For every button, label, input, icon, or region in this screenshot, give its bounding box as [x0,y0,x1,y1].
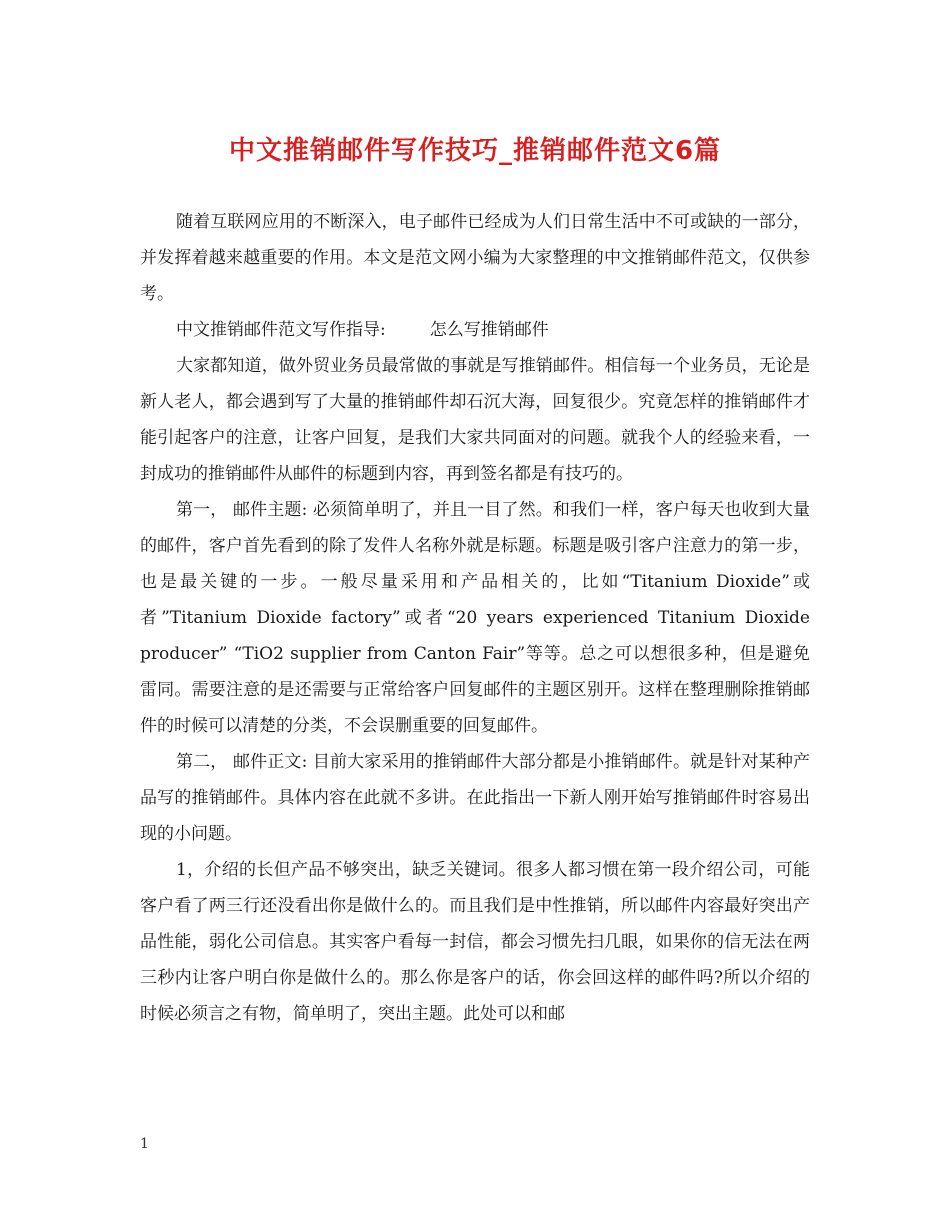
paragraph-2: 第一， 邮件主题: 必须简单明了，并且一目了然。和我们一样，客户每天也收到大量的邮件，客户首先看到的除了发件人名称外就是标题。标题是吸引客户注意力的第一步，也是最关键的一步。一般尽量采用和产品相关的，比如“Titanium Dioxide”或者”Titanium Dioxide factory”或者“20 years experienced Titanium Dioxide producer” “TiO2 supplier from Canton Fair”等等。总之可以想很多种，但是避免雷同。需要注意的是还需要与正常给客户回复邮件的主题区别开。这样在整理删除推销邮件的时候可以清楚的分类，不会误删重要的回复邮件。 [140,500,810,736]
paragraph-4: 1，介绍的长但产品不够突出，缺乏关键词。很多人都习惯在第一段介绍公司，可能客户看了两三行还没看出你是做什么的。而且我们是中性推销，所以邮件内容最好突出产品性能，弱化公司信息。其实客户看每一封信，都会习惯先扫几眼，如果你的信无法在两三秒内让客户明白你是做什么的。那么你是客户的话，你会回这样的邮件吗?所以介绍的时候必须言之有物，简单明了，突出主题。此处可以和邮 [140,860,810,1024]
guide-label: 中文推销邮件范文写作指导: [176,320,386,340]
paragraph-1: 大家都知道，做外贸业务员最常做的事就是写推销邮件。相信每一个业务员，无论是新人老人，都会遇到写了大量的推销邮件却石沉大海，回复很少。究竟怎样的推销邮件才能引起客户的注意，让客户回复，是我们大家共同面对的问题。就我个人的经验来看，一封成功的推销邮件从邮件的标题到内容，再到签名都是有技巧的。 [140,356,810,484]
guide-topic: 怎么写推销邮件 [429,320,549,340]
document-body [140,204,810,1032]
page-number: 1 [140,1136,149,1152]
paragraph-3: 第二， 邮件正文: 目前大家采用的推销邮件大部分都是小推销邮件。就是针对某种产品写的推销邮件。具体内容在此就不多讲。在此指出一下新人刚开始写推销邮件时容易出现的小问题。 [140,752,810,844]
paragraph-intro: 随着互联网应用的不断深入，电子邮件已经成为人们日常生活中不可或缺的一部分，并发挥着越来越重要的作用。本文是范文网小编为大家整理的中文推销邮件范文，仅供参考。 [140,212,810,304]
document-title: 中文推销邮件写作技巧_推销邮件范文6篇 [228,136,722,166]
paragraph-guide [140,312,810,348]
